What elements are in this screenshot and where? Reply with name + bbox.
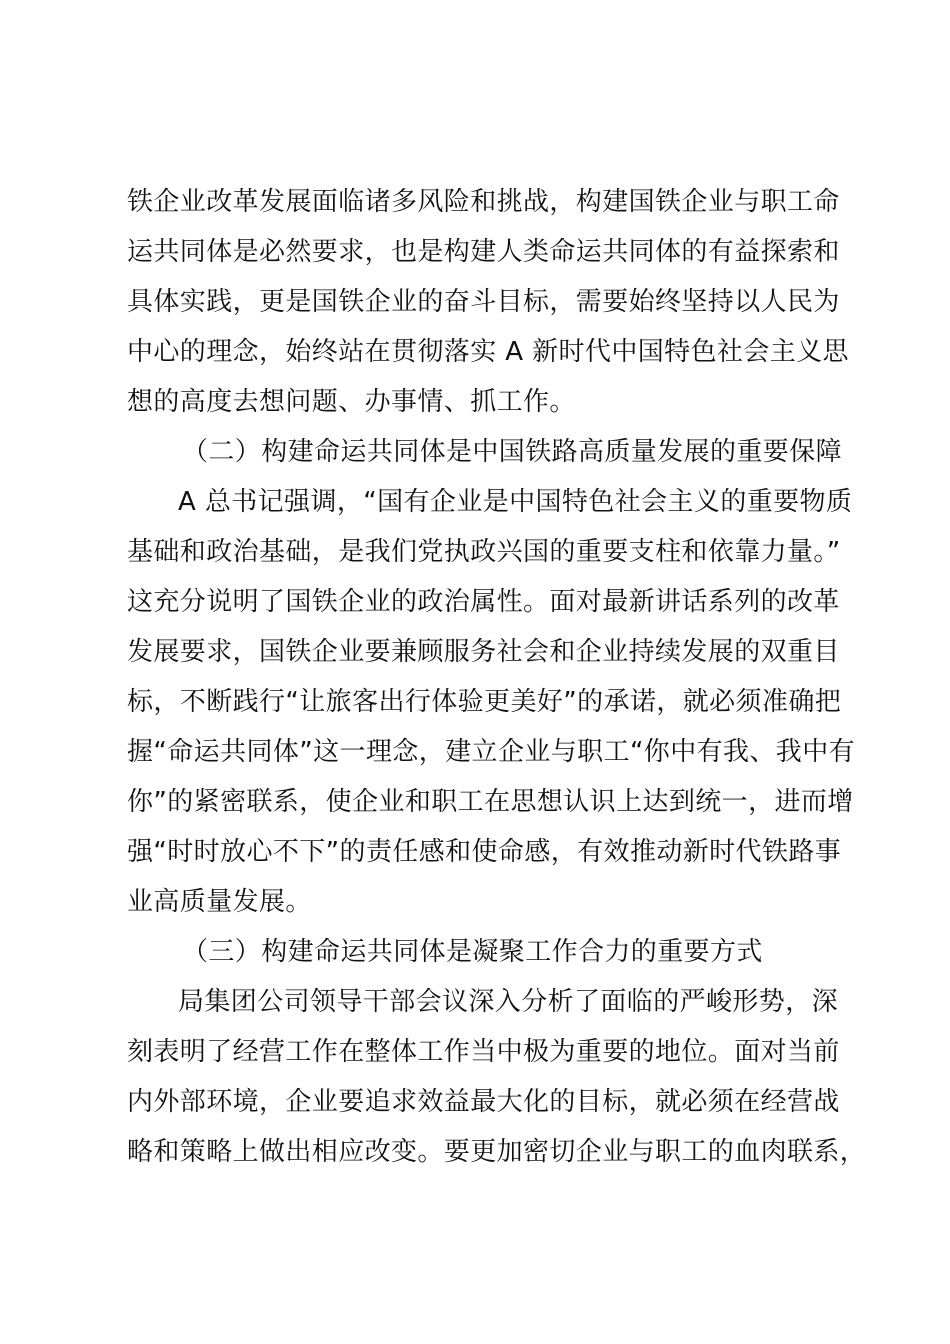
section-heading: （二）构建命运共同体是中国铁路高质量发展的重要保障 bbox=[182, 437, 843, 467]
section-heading: （三）构建命运共同体是凝聚工作合力的重要方式 bbox=[182, 937, 763, 967]
paragraph-line: 中心的理念，始终站在贯彻落实 A 新时代中国特色社会主义思 bbox=[127, 337, 849, 367]
paragraph-line: 基础和政治基础，是我们党执政兴国的重要支柱和依靠力量。” bbox=[127, 537, 841, 567]
paragraph-line: 你”的紧密联系，使企业和职工在思想认识上达到统一，进而增 bbox=[127, 787, 854, 817]
paragraph-line: 铁企业改革发展面临诸多风险和挑战，构建国铁企业与职工命 bbox=[127, 187, 840, 217]
paragraph-line: A 总书记强调，“国有企业是中国特色社会主义的重要物质 bbox=[178, 487, 853, 517]
paragraph-line: 发展要求，国铁企业要兼顾服务社会和企业持续发展的双重目 bbox=[127, 637, 840, 667]
paragraph-line: 内外部环境，企业要追求效益最大化的目标，就必须在经营战 bbox=[127, 1087, 840, 1117]
paragraph-line: 运共同体是必然要求，也是构建人类命运共同体的有益探索和 bbox=[127, 237, 840, 267]
paragraph-line: 略和策略上做出相应改变。要更加密切企业与职工的血肉联系， bbox=[127, 1137, 867, 1167]
paragraph-line: 业高质量发展。 bbox=[127, 887, 312, 917]
paragraph-line: 强“时时放心不下”的责任感和使命感，有效推动新时代铁路事 bbox=[127, 837, 842, 867]
paragraph-line: 想的高度去想问题、办事情、抓工作。 bbox=[127, 387, 576, 417]
paragraph-line: 具体实践，更是国铁企业的奋斗目标，需要始终坚持以人民为 bbox=[127, 287, 840, 317]
paragraph-line: 刻表明了经营工作在整体工作当中极为重要的地位。面对当前 bbox=[127, 1037, 840, 1067]
paragraph-line: 握“命运共同体”这一理念，建立企业与职工“你中有我、我中有 bbox=[127, 737, 856, 767]
paragraph-line: 标，不断践行“让旅客出行体验更美好”的承诺，就必须准确把 bbox=[127, 687, 842, 717]
paragraph-line: 这充分说明了国铁企业的政治属性。面对最新讲话系列的改革 bbox=[127, 587, 840, 617]
paragraph-line: 局集团公司领导干部会议深入分析了面临的严峻形势，深 bbox=[178, 987, 839, 1017]
